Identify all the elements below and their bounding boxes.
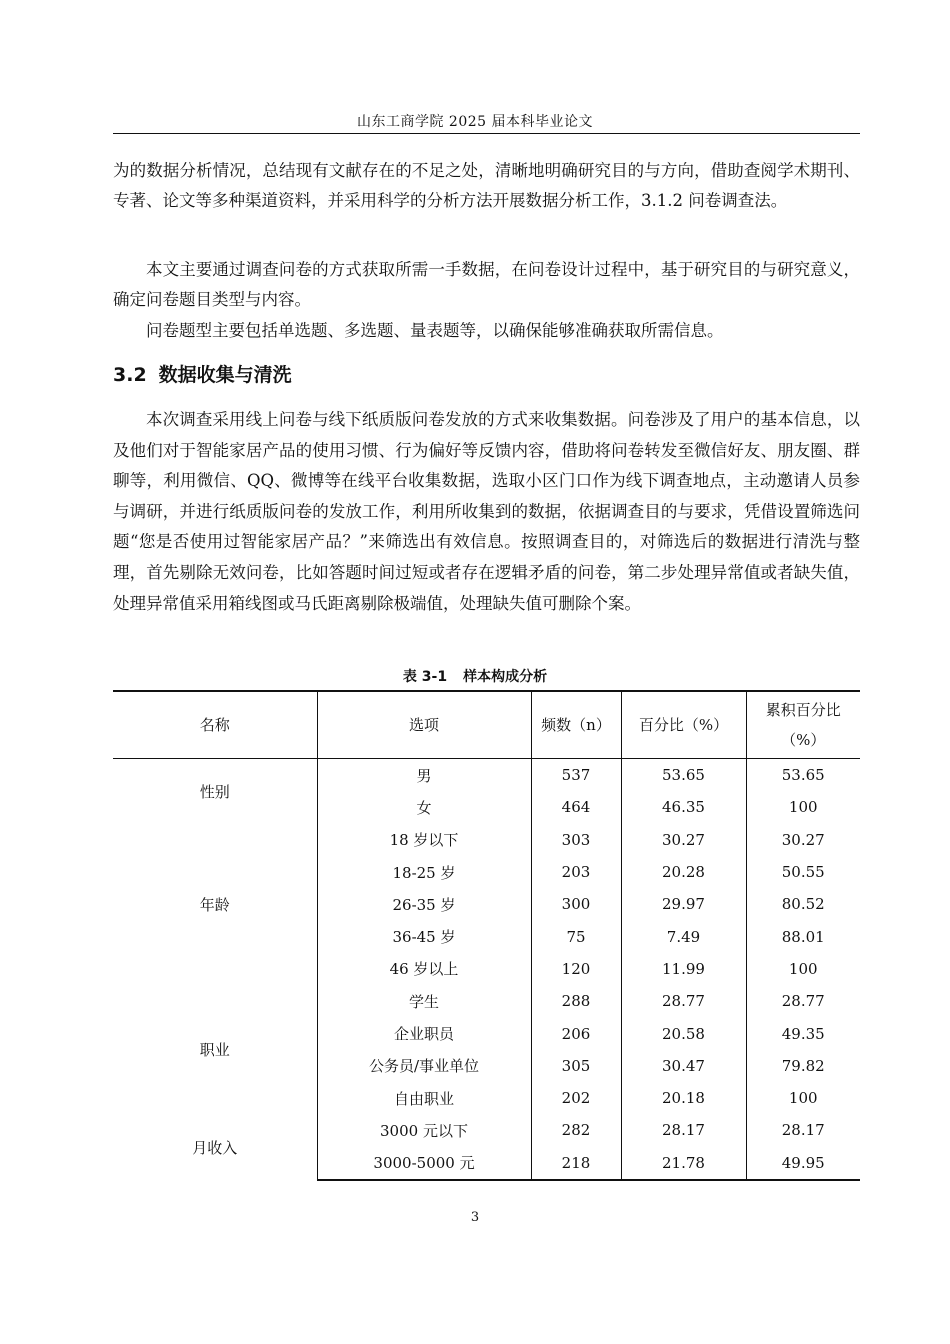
table-row: [113, 759, 860, 792]
percent-cell: 11.99: [621, 953, 746, 985]
header-cumulative-line1: 累积百分比: [765, 701, 841, 719]
option-cell: 男: [317, 759, 531, 792]
cumulative-percent-cell: 88.01: [781, 927, 825, 946]
header-rule: [113, 133, 860, 134]
header-frequency: 频数（n）: [531, 691, 621, 759]
option-cell: 学生: [317, 985, 531, 1017]
frequency-cell: 218: [531, 1147, 621, 1180]
cumulative-percent-cell: 79.82: [781, 1056, 825, 1075]
percent-cell: 30.47: [621, 1050, 746, 1082]
frequency-cell: 202: [531, 1082, 621, 1114]
percent-cell: 20.18: [621, 1082, 746, 1114]
page-number: 3: [470, 1210, 480, 1225]
frequency-cell: 300: [531, 888, 621, 920]
header-name: 名称: [113, 691, 317, 759]
sample-composition-table: [113, 690, 860, 1181]
cumulative-percent-cell: 100: [788, 1089, 818, 1108]
table-row: [113, 824, 860, 856]
option-cell: 企业职员: [317, 1017, 531, 1049]
option-cell: 自由职业: [317, 1082, 531, 1114]
frequency-cell: 282: [531, 1114, 621, 1146]
percent-cell: 21.78: [621, 1147, 746, 1180]
cumulative-percent-cell: 50.55: [781, 863, 825, 882]
cumulative-percent-cell: 28.17: [781, 1121, 825, 1140]
cumulative-percent-cell: 30.27: [781, 830, 825, 849]
cumulative-percent-cell: 49.35: [781, 1024, 825, 1043]
section-number: 3.2: [113, 364, 147, 386]
table-header-row: [113, 691, 860, 759]
frequency-cell: 305: [531, 1050, 621, 1082]
option-cell: 26-35 岁: [317, 888, 531, 920]
table-caption-title: 样本构成分析: [463, 669, 548, 685]
category-name-cell: 月收入: [113, 1114, 317, 1180]
category-name-cell: 年龄: [113, 824, 317, 985]
section-title: 数据收集与清洗: [158, 364, 292, 386]
body-paragraph-2: 本文主要通过调查问卷的方式获取所需一手数据，在问卷设计过程中，基于研究目的与研究意义，确定问卷题目类型与内容。: [113, 260, 860, 309]
table-body: [113, 759, 860, 1180]
option-cell: 18-25 岁: [317, 856, 531, 888]
body-paragraph-3: 问卷题型主要包括单选题、多选题、量表题等，以确保能够准确获取所需信息。: [146, 321, 724, 340]
frequency-cell: 537: [531, 759, 621, 792]
cumulative-percent-cell: 49.95: [746, 1147, 860, 1180]
option-cell: 36-45 岁: [317, 920, 531, 952]
percent-cell: 30.27: [621, 824, 746, 856]
frequency-cell: 464: [531, 791, 621, 823]
header-option: 选项: [317, 691, 531, 759]
table-row: [113, 985, 860, 1017]
section-heading: [113, 360, 292, 387]
body-paragraph-1: 为的数据分析情况，总结现有文献存在的不足之处，清晰地明确研究目的与方向，借助查阅学术期刊、专著、论文等多种渠道资料，并采用科学的分析方法开展数据分析工作，3.1.2 问卷调查法。: [113, 161, 860, 210]
frequency-cell: 303: [531, 824, 621, 856]
option-cell: 女: [317, 791, 531, 823]
percent-cell: 28.77: [621, 985, 746, 1017]
header-cumulative: [746, 691, 860, 759]
frequency-cell: 288: [531, 985, 621, 1017]
category-name-cell: 职业: [113, 985, 317, 1114]
percent-cell: 28.17: [621, 1114, 746, 1146]
percent-cell: 20.28: [621, 856, 746, 888]
option-cell: 18 岁以下: [317, 824, 531, 856]
cumulative-percent-cell: 100: [788, 798, 818, 817]
cumulative-percent-cell: 53.65: [781, 766, 825, 785]
cumulative-percent-cell: 100: [788, 959, 818, 978]
percent-cell: 20.58: [621, 1017, 746, 1049]
table-caption: [0, 666, 950, 686]
option-cell: 公务员/事业单位: [317, 1050, 531, 1082]
option-cell: 3000 元以下: [317, 1114, 531, 1146]
option-cell: 3000-5000 元: [317, 1147, 531, 1180]
percent-cell: 46.35: [621, 791, 746, 823]
category-name-cell: 性别: [113, 759, 317, 824]
percent-cell: 7.49: [621, 920, 746, 952]
cumulative-percent-cell: 28.77: [781, 992, 825, 1011]
option-cell: 46 岁以上: [317, 953, 531, 985]
cumulative-percent-cell: 80.52: [781, 895, 825, 914]
header-percent: 百分比（%）: [621, 691, 746, 759]
percent-cell: 53.65: [621, 759, 746, 792]
header-cumulative-line2: （%）: [781, 731, 826, 749]
body-paragraph-4: 本次调查采用线上问卷与线下纸质版问卷发放的方式来收集数据。问卷涉及了用户的基本信息，以及他们对于智能家居产品的使用习惯、行为偏好等反馈内容，借助将问卷转发至微信好友、朋友圈、群聊等，利用微信、QQ、微博等在线平台收集数据，选取小区门口作为线下调查地点，主动邀请人员参与调研，并进行纸质版问卷的发放工作，利用所收集到的数据，依据调查目的与要求，凭借设置筛选问题“您是否使用过智能家居产品？”来筛选出有效信息。按照调查目的，对筛选后的数据进行清洗与整理，首先剔除无效问卷，比如答题时间过短或者存在逻辑矛盾的问卷，第二步处理异常值或者缺失值，处理异常值采用箱线图或马氏距离剔除极端值，处理缺失值可删除个案。: [113, 410, 860, 613]
table-caption-number: 表 3-1: [402, 669, 448, 685]
frequency-cell: 206: [531, 1017, 621, 1049]
percent-cell: 29.97: [621, 888, 746, 920]
frequency-cell: 203: [531, 856, 621, 888]
running-header: 山东工商学院 2025 届本科毕业论文: [356, 114, 594, 130]
frequency-cell: 120: [531, 953, 621, 985]
frequency-cell: 75: [531, 920, 621, 952]
table-row: [113, 1114, 860, 1146]
